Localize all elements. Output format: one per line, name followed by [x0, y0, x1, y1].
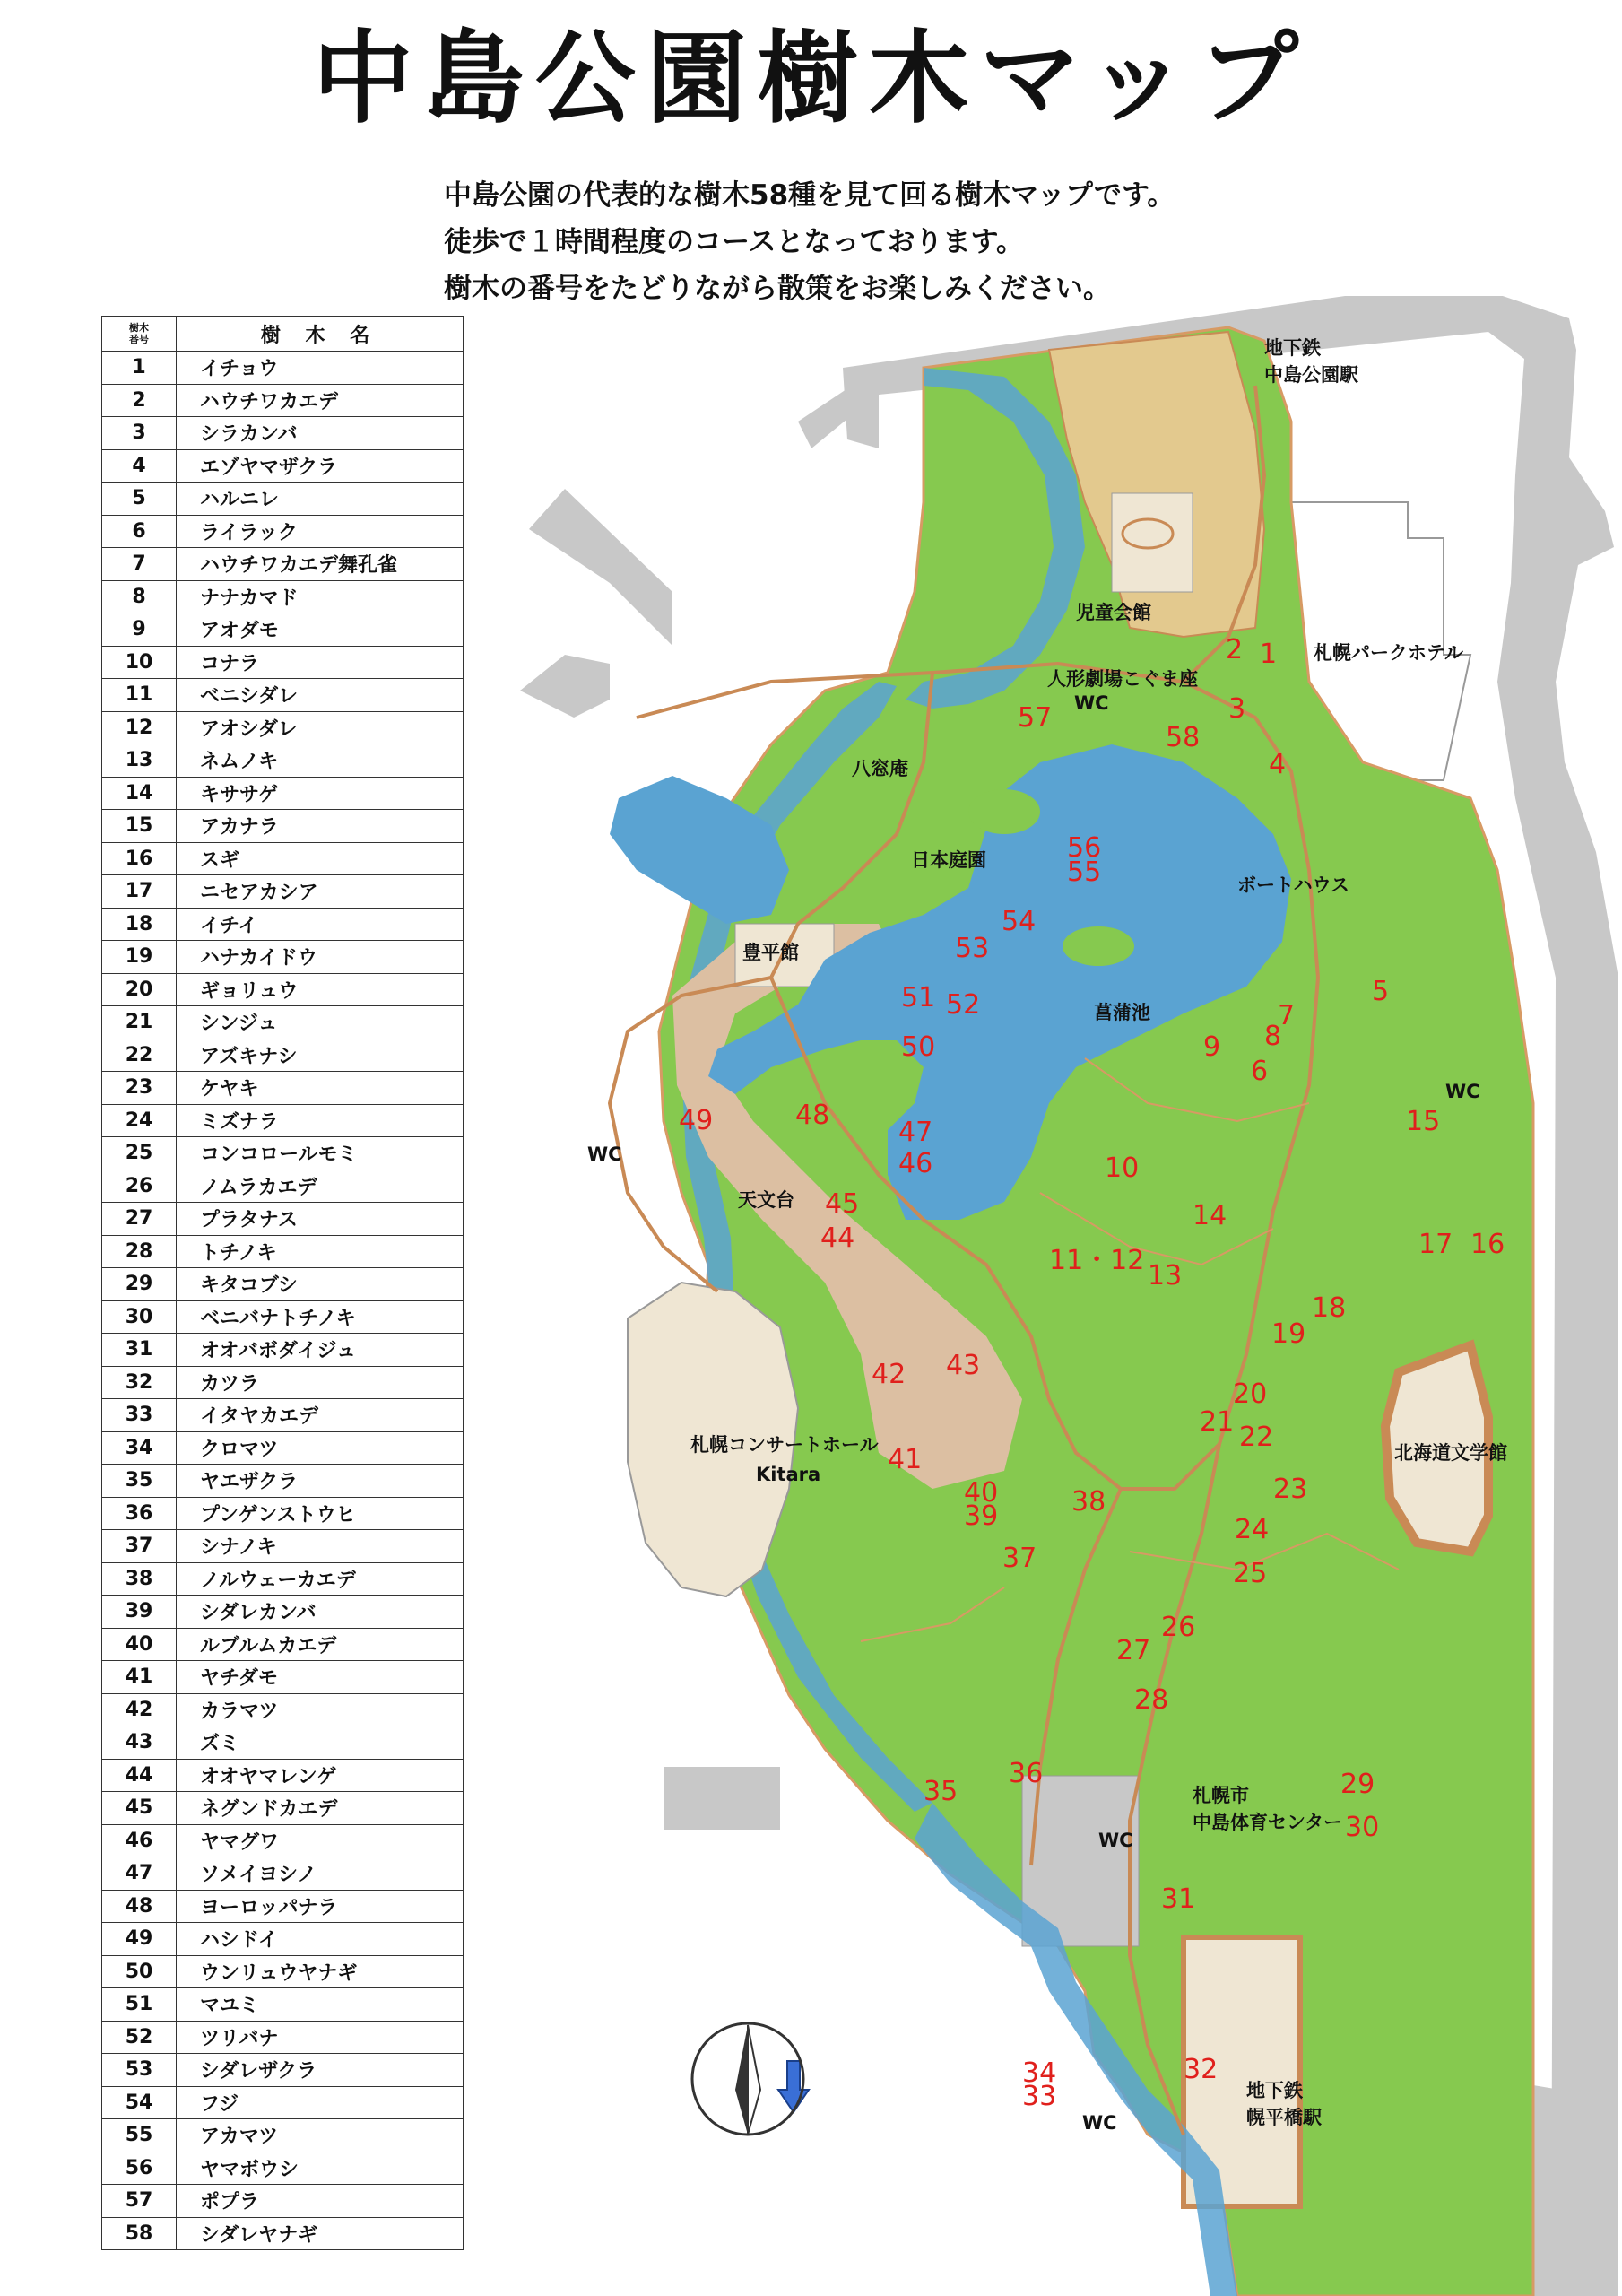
tree-number: 18 — [102, 908, 177, 941]
table-row — [102, 1006, 464, 1039]
label-station-south-line2: 幌平橋駅 — [1246, 2107, 1322, 2128]
tree-number: 34 — [102, 1431, 177, 1465]
tree-marker-46: 46 — [898, 1148, 933, 1179]
tree-name: ノムラカエデ — [177, 1170, 464, 1203]
table-row — [102, 842, 464, 875]
tree-number: 50 — [102, 1955, 177, 1988]
table-row — [102, 875, 464, 909]
tree-number: 10 — [102, 646, 177, 679]
label-sports-center-line2: 中島体育センター — [1193, 1812, 1343, 1833]
pond-island-2 — [968, 789, 1040, 834]
table-row — [102, 1072, 464, 1105]
tree-number: 25 — [102, 1137, 177, 1170]
tree-name: ミズナラ — [177, 1104, 464, 1137]
tree-marker-34: 34 — [1022, 2057, 1057, 2089]
tree-name: キササゲ — [177, 777, 464, 810]
tree-name: アズキナシ — [177, 1039, 464, 1072]
tree-name: カツラ — [177, 1366, 464, 1399]
tree-marker-14: 14 — [1193, 1200, 1227, 1231]
tree-number: 41 — [102, 1661, 177, 1694]
tree-number: 37 — [102, 1530, 177, 1563]
tree-number: 27 — [102, 1203, 177, 1236]
tree-number: 24 — [102, 1104, 177, 1137]
tree-number: 29 — [102, 1268, 177, 1301]
tree-name: ギョリュウ — [177, 973, 464, 1006]
tree-marker-6: 6 — [1251, 1056, 1269, 1087]
tree-name: ナナカマド — [177, 580, 464, 613]
table-row — [102, 2086, 464, 2119]
table-row — [102, 1235, 464, 1268]
tree-marker-28: 28 — [1134, 1684, 1169, 1716]
tree-name: クロマツ — [177, 1431, 464, 1465]
tree-name: ズミ — [177, 1726, 464, 1760]
tree-number: 40 — [102, 1628, 177, 1661]
tree-name: ヤエザクラ — [177, 1465, 464, 1498]
tree-marker-18: 18 — [1312, 1292, 1347, 1324]
tree-marker-45: 45 — [825, 1188, 860, 1220]
tree-number: 4 — [102, 449, 177, 483]
tree-marker-36: 36 — [1009, 1758, 1044, 1789]
tree-number: 16 — [102, 842, 177, 875]
tree-name: ベニシダレ — [177, 679, 464, 712]
tree-marker-54: 54 — [1002, 906, 1037, 937]
table-header-row — [102, 317, 464, 352]
tree-name: オオヤマレンゲ — [177, 1759, 464, 1792]
table-row — [102, 810, 464, 843]
tree-number: 5 — [102, 483, 177, 516]
tree-marker-48: 48 — [795, 1100, 830, 1131]
tree-marker-57: 57 — [1018, 702, 1053, 734]
tree-marker-7: 7 — [1278, 1000, 1296, 1031]
tree-number: 28 — [102, 1235, 177, 1268]
tree-marker-38: 38 — [1071, 1486, 1106, 1518]
pond-island — [1063, 926, 1134, 966]
label-wc-west: WC — [587, 1144, 622, 1165]
tree-name: アオシダレ — [177, 711, 464, 744]
tree-number: 31 — [102, 1334, 177, 1367]
tree-number: 36 — [102, 1497, 177, 1530]
tree-number: 9 — [102, 613, 177, 647]
tree-number: 2 — [102, 384, 177, 417]
table-row — [102, 2185, 464, 2218]
table-row — [102, 1661, 464, 1694]
table-row — [102, 1562, 464, 1596]
table-row — [102, 2152, 464, 2185]
tree-marker-55: 55 — [1067, 857, 1102, 888]
table-row — [102, 744, 464, 778]
label-puppet-theater: 人形劇場こぐま座 — [1047, 668, 1198, 690]
table-row — [102, 941, 464, 974]
tree-marker-1: 1 — [1260, 639, 1278, 670]
tree-marker-29: 29 — [1340, 1769, 1375, 1800]
tree-name: ウンリュウヤナギ — [177, 1955, 464, 1988]
tree-name: ネグンドカエデ — [177, 1792, 464, 1825]
table-row — [102, 711, 464, 744]
header-tree-name: 樹 木 名 — [177, 317, 464, 352]
tree-marker-40: 40 — [964, 1477, 999, 1509]
tree-marker-5: 5 — [1372, 976, 1390, 1007]
table-row — [102, 1693, 464, 1726]
tree-marker-24: 24 — [1235, 1514, 1270, 1545]
tree-number: 6 — [102, 515, 177, 548]
tree-marker-11・12: 11・12 — [1049, 1245, 1145, 1276]
label-hoheikan: 豊平館 — [742, 942, 799, 963]
literature-museum-building — [1385, 1345, 1488, 1552]
table-row — [102, 679, 464, 712]
tree-name: イチイ — [177, 908, 464, 941]
tree-marker-42: 42 — [872, 1359, 906, 1390]
table-row — [102, 777, 464, 810]
header-number-line2: 番号 — [129, 334, 149, 345]
tree-name: ハウチワカエデ — [177, 384, 464, 417]
tree-name: ヤマボウシ — [177, 2152, 464, 2185]
header-number-line1: 樹木 — [129, 322, 149, 334]
tree-number: 49 — [102, 1923, 177, 1956]
table-row — [102, 580, 464, 613]
table-row — [102, 1955, 464, 1988]
tree-name: シダレヤナギ — [177, 2217, 464, 2250]
tree-name: カラマツ — [177, 1693, 464, 1726]
table-row — [102, 1988, 464, 2022]
table-row — [102, 1300, 464, 1334]
tree-number: 33 — [102, 1399, 177, 1432]
tree-number: 51 — [102, 1988, 177, 2022]
tree-marker-9: 9 — [1203, 1031, 1221, 1063]
tree-number: 19 — [102, 941, 177, 974]
tree-number: 23 — [102, 1072, 177, 1105]
table-row — [102, 2217, 464, 2250]
table-row — [102, 646, 464, 679]
table-row — [102, 1596, 464, 1629]
intro-line: 中島公園の代表的な樹木58種を見て回る樹木マップです。 — [444, 179, 1175, 212]
tree-name: ヤチダモ — [177, 1661, 464, 1694]
tree-marker-4: 4 — [1269, 749, 1287, 780]
tree-marker-15: 15 — [1406, 1106, 1441, 1137]
tree-name: ソメイヨシノ — [177, 1857, 464, 1891]
table-row — [102, 1465, 464, 1498]
road-left — [529, 489, 672, 646]
table-row — [102, 352, 464, 385]
tree-number: 26 — [102, 1170, 177, 1203]
tree-number: 12 — [102, 711, 177, 744]
table-row — [102, 1857, 464, 1891]
intro-line: 樹木の番号をたどりながら散策をお楽しみください。 — [444, 273, 1111, 305]
table-row — [102, 1170, 464, 1203]
tree-name: ベニバナトチノキ — [177, 1300, 464, 1334]
table-row — [102, 1824, 464, 1857]
tree-name: ハルニレ — [177, 483, 464, 516]
tree-number: 46 — [102, 1824, 177, 1857]
tree-marker-2: 2 — [1226, 634, 1244, 665]
park-map[interactable] — [502, 296, 1622, 2296]
road-left-2 — [520, 655, 610, 718]
table-row — [102, 384, 464, 417]
tree-marker-47: 47 — [898, 1117, 933, 1148]
tree-marker-23: 23 — [1273, 1474, 1308, 1505]
table-row — [102, 1268, 464, 1301]
table-row — [102, 449, 464, 483]
tree-number: 56 — [102, 2152, 177, 2185]
tree-marker-30: 30 — [1345, 1812, 1380, 1843]
tree-name: アカマツ — [177, 2119, 464, 2152]
tree-name: キタコブシ — [177, 1268, 464, 1301]
label-wc-north: WC — [1074, 692, 1109, 714]
tree-name: コンコロールモミ — [177, 1137, 464, 1170]
tree-marker-27: 27 — [1116, 1635, 1151, 1666]
table-row — [102, 1399, 464, 1432]
intro-line: 徒歩で１時間程度のコースとなっております。 — [444, 226, 1024, 258]
table-row — [102, 1759, 464, 1792]
tree-number: 47 — [102, 1857, 177, 1891]
tree-list-table — [101, 316, 464, 2250]
tree-name: イタヤカエデ — [177, 1399, 464, 1432]
table-row — [102, 548, 464, 581]
tree-name: オオバボダイジュ — [177, 1334, 464, 1367]
tree-number: 11 — [102, 679, 177, 712]
header-number — [102, 317, 177, 352]
table-row — [102, 1628, 464, 1661]
tree-name: シダレカンバ — [177, 1596, 464, 1629]
childrens-hall-building — [1112, 493, 1193, 592]
tree-name: スギ — [177, 842, 464, 875]
label-concert-hall: 札幌コンサートホール — [690, 1434, 879, 1456]
tree-marker-44: 44 — [820, 1222, 855, 1254]
table-row — [102, 1104, 464, 1137]
tree-number: 53 — [102, 2054, 177, 2087]
table-row — [102, 2054, 464, 2087]
label-pond: 菖蒲池 — [1094, 1002, 1150, 1023]
table-row — [102, 1890, 464, 1923]
tree-marker-16: 16 — [1470, 1229, 1505, 1260]
tree-name: フジ — [177, 2086, 464, 2119]
label-boathouse: ボートハウス — [1237, 874, 1349, 896]
tree-name: ニセアカシア — [177, 875, 464, 909]
tree-marker-26: 26 — [1161, 1612, 1196, 1643]
tree-name: シラカンバ — [177, 417, 464, 450]
tree-number: 43 — [102, 1726, 177, 1760]
tree-name: シダレザクラ — [177, 2054, 464, 2087]
tree-name: アオダモ — [177, 613, 464, 647]
label-observatory: 天文台 — [738, 1189, 794, 1211]
label-japanese-garden: 日本庭園 — [911, 849, 986, 871]
table-row — [102, 2021, 464, 2054]
tree-list-body — [102, 352, 464, 2250]
tree-number: 20 — [102, 973, 177, 1006]
tree-marker-22: 22 — [1239, 1422, 1274, 1453]
label-station-north-line1: 地下鉄 — [1264, 337, 1321, 359]
tree-name: イチョウ — [177, 352, 464, 385]
tree-name: アカナラ — [177, 810, 464, 843]
tree-marker-56: 56 — [1067, 832, 1102, 864]
tree-marker-8: 8 — [1264, 1021, 1282, 1052]
tree-marker-49: 49 — [679, 1105, 714, 1136]
label-literature-museum: 北海道文学館 — [1394, 1442, 1507, 1464]
tree-number: 35 — [102, 1465, 177, 1498]
tree-number: 52 — [102, 2021, 177, 2054]
table-row — [102, 1923, 464, 1956]
tree-marker-32: 32 — [1184, 2054, 1219, 2085]
tree-name: ハナカイドウ — [177, 941, 464, 974]
tree-name: ハシドイ — [177, 1923, 464, 1956]
tree-marker-17: 17 — [1418, 1229, 1453, 1260]
tree-name: マユミ — [177, 1988, 464, 2022]
tree-name: プラタナス — [177, 1203, 464, 1236]
tree-number: 3 — [102, 417, 177, 450]
tree-marker-35: 35 — [924, 1776, 958, 1807]
label-wc-south-1: WC — [1098, 1830, 1133, 1851]
tree-marker-25: 25 — [1233, 1558, 1268, 1589]
table-row — [102, 515, 464, 548]
tree-name: シナノキ — [177, 1530, 464, 1563]
tree-number: 21 — [102, 1006, 177, 1039]
tree-number: 17 — [102, 875, 177, 909]
tree-name: プンゲンストウヒ — [177, 1497, 464, 1530]
tree-number: 58 — [102, 2217, 177, 2250]
label-wc-south-2: WC — [1082, 2112, 1117, 2134]
tree-marker-39: 39 — [964, 1500, 999, 1532]
label-sports-center-line1: 札幌市 — [1193, 1785, 1249, 1806]
tree-marker-52: 52 — [946, 989, 981, 1021]
tree-marker-51: 51 — [901, 982, 936, 1013]
table-row — [102, 1366, 464, 1399]
tree-name: コナラ — [177, 646, 464, 679]
tree-marker-41: 41 — [888, 1444, 923, 1475]
table-row — [102, 417, 464, 450]
table-row — [102, 973, 464, 1006]
tree-name: ハウチワカエデ舞孔雀 — [177, 548, 464, 581]
tree-number: 44 — [102, 1759, 177, 1792]
table-row — [102, 908, 464, 941]
tree-marker-43: 43 — [946, 1350, 981, 1381]
table-row — [102, 1792, 464, 1825]
tree-marker-37: 37 — [1002, 1543, 1037, 1574]
tree-number: 55 — [102, 2119, 177, 2152]
tree-name: ネムノキ — [177, 744, 464, 778]
tree-number: 42 — [102, 1693, 177, 1726]
tree-name: ツリバナ — [177, 2021, 464, 2054]
table-row — [102, 2119, 464, 2152]
label-station-south-line1: 地下鉄 — [1246, 2080, 1303, 2101]
tree-number: 1 — [102, 352, 177, 385]
table-row — [102, 1334, 464, 1367]
tree-marker-20: 20 — [1233, 1378, 1268, 1410]
tree-marker-50: 50 — [901, 1031, 936, 1063]
table-row — [102, 483, 464, 516]
table-row — [102, 1497, 464, 1530]
tree-name: ケヤキ — [177, 1072, 464, 1105]
tree-name: ノルウェーカエデ — [177, 1562, 464, 1596]
tree-number: 22 — [102, 1039, 177, 1072]
label-hassoan: 八窓庵 — [852, 758, 908, 779]
tree-number: 54 — [102, 2086, 177, 2119]
table-row — [102, 1530, 464, 1563]
label-childrens-hall: 児童会館 — [1076, 602, 1151, 623]
table-row — [102, 1039, 464, 1072]
tree-marker-10: 10 — [1105, 1152, 1140, 1184]
tree-name: ヨーロッパナラ — [177, 1890, 464, 1923]
tree-number: 39 — [102, 1596, 177, 1629]
tree-name: トチノキ — [177, 1235, 464, 1268]
tree-marker-3: 3 — [1228, 693, 1246, 725]
tree-number: 57 — [102, 2185, 177, 2218]
tree-marker-13: 13 — [1148, 1260, 1183, 1292]
tree-number: 15 — [102, 810, 177, 843]
table-row — [102, 1726, 464, 1760]
label-station-north-line2: 中島公園駅 — [1264, 364, 1358, 386]
tree-number: 32 — [102, 1366, 177, 1399]
tree-number: 48 — [102, 1890, 177, 1923]
label-concert-hall-kitara: Kitara — [756, 1464, 821, 1485]
tree-number: 13 — [102, 744, 177, 778]
tree-number: 7 — [102, 548, 177, 581]
tree-name: エゾヤマザクラ — [177, 449, 464, 483]
tree-name: シンジュ — [177, 1006, 464, 1039]
tree-name: ポプラ — [177, 2185, 464, 2218]
tree-marker-21: 21 — [1200, 1406, 1235, 1438]
page-title: 中島公園樹木マップ — [312, 21, 1310, 137]
tree-marker-31: 31 — [1161, 1883, 1196, 1915]
tree-marker-53: 53 — [955, 933, 990, 964]
table-row — [102, 1137, 464, 1170]
table-row — [102, 1203, 464, 1236]
tree-marker-58: 58 — [1166, 722, 1201, 753]
tree-name: ヤマグワ — [177, 1824, 464, 1857]
tree-number: 14 — [102, 777, 177, 810]
tree-number: 30 — [102, 1300, 177, 1334]
tree-name: ライラック — [177, 515, 464, 548]
tree-number: 45 — [102, 1792, 177, 1825]
tree-marker-33: 33 — [1022, 2081, 1057, 2112]
tree-number: 38 — [102, 1562, 177, 1596]
tree-number: 8 — [102, 580, 177, 613]
label-wc-east: WC — [1445, 1081, 1480, 1102]
table-row — [102, 1431, 464, 1465]
parking-lot-2 — [664, 1767, 780, 1830]
intro-text — [444, 172, 1175, 312]
label-park-hotel: 札幌パークホテル — [1314, 642, 1463, 664]
tree-marker-19: 19 — [1271, 1318, 1306, 1350]
tree-name: ルブルムカエデ — [177, 1628, 464, 1661]
table-row — [102, 613, 464, 647]
